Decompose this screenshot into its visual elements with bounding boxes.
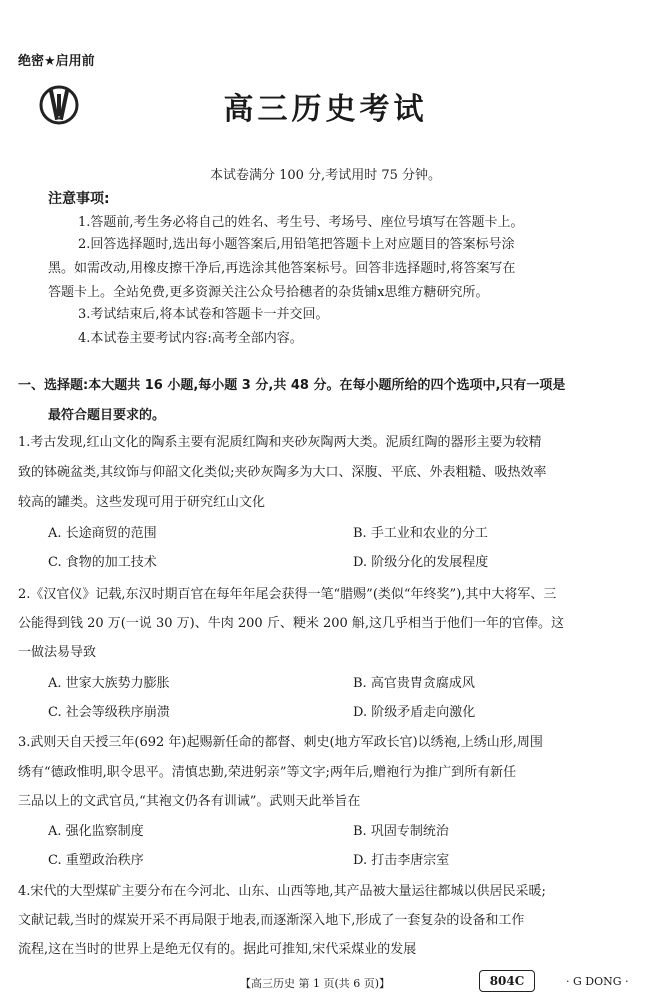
question-3-option-a[interactable]: A. 强化监察制度 [48, 824, 144, 839]
question-1-stem: 较高的罐类。这些发现可用于研究红山文化 [18, 495, 266, 510]
notice-heading: 注意事项: [48, 191, 110, 207]
confidential-label: 绝密★启用前 [18, 54, 95, 69]
exam-title: 高三历史考试 [223, 92, 428, 127]
notice-line: 3.考试结束后,将本试卷和答题卡一并交回。 [78, 307, 329, 322]
exam-intro: 本试卷满分 100 分,考试用时 75 分钟。 [209, 168, 442, 183]
question-3-option-d[interactable]: D. 打击李唐宗室 [353, 853, 450, 868]
question-1-option-c[interactable]: C. 食物的加工技术 [48, 555, 157, 570]
question-2-stem: 一做法易导致 [18, 645, 97, 660]
notice-line: 2.回答选择题时,选出每小题答案后,用铅笔把答题卡上对应题目的答案标号涂 [78, 237, 515, 252]
section-heading: 一、选择题:本大题共 16 小题,每小题 3 分,共 48 分。在每小题所给的四个选项中,只有一项是 [18, 378, 566, 393]
question-4-stem: 流程,这在当时的世界上是绝无仅有的。据此可推知,宋代采煤业的发展 [18, 942, 417, 957]
question-3-stem: 三品以上的文武官员,“其袍文仍各有训诫”。武则天此举旨在 [18, 794, 361, 809]
notice-line: 4.本试卷主要考试内容:高考全部内容。 [78, 331, 303, 346]
question-2-option-c[interactable]: C. 社会等级秩序崩溃 [48, 705, 170, 720]
question-1-stem: 1.考古发现,红山文化的陶系主要有泥质红陶和夹砂灰陶两大类。泥质红陶的器形主要为较精 [18, 435, 542, 450]
exam-code-badge: 804C [479, 970, 535, 992]
notice-line: 答题卡上。全站免费,更多资源关注公众号拾穗者的杂货铺x思维方糖研究所。 [48, 285, 489, 300]
notice-line: 1.答题前,考生务必将自己的姓名、考生号、考场号、座位号填写在答题卡上。 [78, 215, 524, 230]
question-3-stem: 3.武则天自天授三年(692 年)起赐新任命的都督、刺史(地方军政长官)以绣袍,上绣山形,周围 [18, 735, 543, 750]
question-1-option-b[interactable]: B. 手工业和农业的分工 [353, 526, 488, 541]
brand-mark: · G DONG · [566, 975, 629, 988]
question-2-option-d[interactable]: D. 阶级矛盾走向激化 [353, 705, 476, 720]
question-1-option-a[interactable]: A. 长途商贸的范围 [48, 526, 157, 541]
question-2-stem: 公能得到钱 20 万(一说 30 万)、牛肉 200 斤、粳米 200 斛,这几乎相当于他们一年的官俸。这 [18, 616, 565, 631]
section-heading-cont: 最符合题目要求的。 [48, 408, 166, 423]
question-2-stem: 2.《汉官仪》记载,东汉时期百官在每年年尾会获得一笔“腊赐”(类似“年终奖”),其中大将军、三 [18, 587, 557, 602]
question-1-stem: 致的钵碗盆类,其纹饰与仰韶文化类似;夹砂灰陶多为大口、深腹、平底、外表粗糙、吸热效率 [18, 465, 547, 480]
question-2-option-b[interactable]: B. 高官贵胄贪腐成风 [353, 676, 475, 691]
question-2-option-a[interactable]: A. 世家大族势力膨胀 [48, 676, 170, 691]
question-3-stem: 绣有“德政惟明,职令思平。清慎忠勤,荣进躬亲”等文字;两年后,赠袍行为推广到所有新任 [18, 765, 517, 780]
question-1-option-d[interactable]: D. 阶级分化的发展程度 [353, 555, 489, 570]
question-3-option-b[interactable]: B. 巩固专制统治 [353, 824, 449, 839]
question-4-stem: 4.宋代的大型煤矿主要分布在今河北、山东、山西等地,其产品被大量运往都城以供居民采暖; [18, 884, 546, 899]
question-4-stem: 文献记载,当时的煤炭开采不再局限于地表,而逐渐深入地下,形成了一套复杂的设备和工作 [18, 913, 525, 928]
question-3-option-c[interactable]: C. 重塑政治秩序 [48, 853, 144, 868]
page-info: 【高三历史 第 1 页(共 6 页)】 [240, 977, 391, 990]
notice-line: 黑。如需改动,用橡皮擦干净后,再选涂其他答案标号。回答非选择题时,将答案写在 [48, 261, 516, 276]
